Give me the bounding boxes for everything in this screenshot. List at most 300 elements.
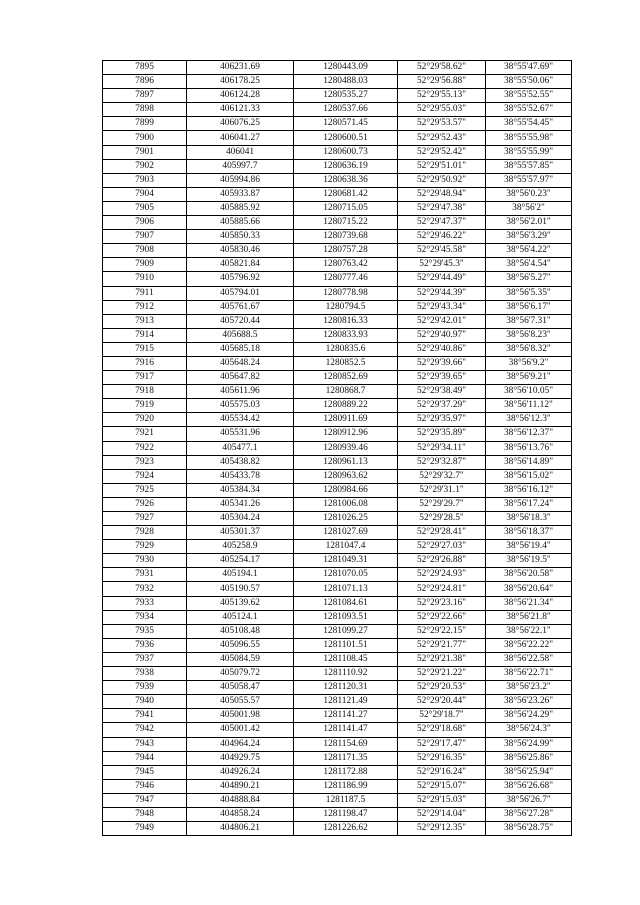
point-number-cell: 7902 (103, 159, 187, 173)
x-coordinate-cell: 405534.42 (187, 413, 294, 427)
point-number-cell: 7918 (103, 385, 187, 399)
table-row (103, 159, 572, 173)
longitude-cell: 38°56'10.05" (486, 385, 572, 399)
latitude-cell: 52°29'21.22" (398, 667, 486, 681)
x-coordinate-cell: 405433.78 (187, 469, 294, 483)
longitude-cell: 38°56'23.2" (486, 681, 572, 695)
latitude-cell: 52°29'23.16" (398, 596, 486, 610)
y-coordinate-cell: 1281141.27 (294, 709, 398, 723)
table-row (103, 286, 572, 300)
point-number-cell: 7912 (103, 300, 187, 314)
table-row (103, 512, 572, 526)
longitude-cell: 38°55'55.99" (486, 145, 572, 159)
longitude-cell: 38°56'9.2" (486, 356, 572, 370)
longitude-cell: 38°56'28.75" (486, 822, 572, 836)
y-coordinate-cell: 1281099.27 (294, 624, 398, 638)
y-coordinate-cell: 1280889.22 (294, 399, 398, 413)
x-coordinate-cell: 405194.1 (187, 568, 294, 582)
y-coordinate-cell: 1280763.42 (294, 258, 398, 272)
table-row (103, 187, 572, 201)
x-coordinate-cell: 405084.59 (187, 652, 294, 666)
latitude-cell: 52°29'14.04" (398, 807, 486, 821)
longitude-cell: 38°55'54.45" (486, 117, 572, 131)
latitude-cell: 52°29'29.7" (398, 497, 486, 511)
point-number-cell: 7909 (103, 258, 187, 272)
longitude-cell: 38°56'21.8" (486, 610, 572, 624)
latitude-cell: 52°29'18.68" (398, 723, 486, 737)
table-row (103, 638, 572, 652)
y-coordinate-cell: 1281084.61 (294, 596, 398, 610)
longitude-cell: 38°56'22.22" (486, 638, 572, 652)
latitude-cell: 52°29'15.07" (398, 779, 486, 793)
point-number-cell: 7927 (103, 512, 187, 526)
table-row (103, 540, 572, 554)
table-row (103, 173, 572, 187)
longitude-cell: 38°56'18.3" (486, 512, 572, 526)
latitude-cell: 52°29'26.88" (398, 554, 486, 568)
point-number-cell: 7923 (103, 455, 187, 469)
latitude-cell: 52°29'31.1" (398, 483, 486, 497)
longitude-cell: 38°56'8.23" (486, 328, 572, 342)
y-coordinate-cell: 1281093.51 (294, 610, 398, 624)
longitude-cell: 38°56'22.71" (486, 667, 572, 681)
point-number-cell: 7897 (103, 89, 187, 103)
latitude-cell: 52°29'55.13" (398, 89, 486, 103)
y-coordinate-cell: 1281070.05 (294, 568, 398, 582)
x-coordinate-cell: 405830.46 (187, 244, 294, 258)
x-coordinate-cell: 405850.33 (187, 230, 294, 244)
y-coordinate-cell: 1280778.98 (294, 286, 398, 300)
table-row (103, 526, 572, 540)
x-coordinate-cell: 405139.62 (187, 596, 294, 610)
y-coordinate-cell: 1280852.5 (294, 356, 398, 370)
longitude-cell: 38°56'27.28" (486, 807, 572, 821)
table-row (103, 131, 572, 145)
x-coordinate-cell: 404929.75 (187, 751, 294, 765)
point-number-cell: 7936 (103, 638, 187, 652)
latitude-cell: 52°29'40.97" (398, 328, 486, 342)
point-number-cell: 7917 (103, 371, 187, 385)
y-coordinate-cell: 1281186.99 (294, 779, 398, 793)
longitude-cell: 38°55'47.69" (486, 61, 572, 75)
y-coordinate-cell: 1281026.25 (294, 512, 398, 526)
longitude-cell: 38°56'26.68" (486, 779, 572, 793)
table-row (103, 399, 572, 413)
longitude-cell: 38°55'52.55" (486, 89, 572, 103)
latitude-cell: 52°29'24.81" (398, 582, 486, 596)
latitude-cell: 52°29'22.66" (398, 610, 486, 624)
longitude-cell: 38°56'8.32" (486, 342, 572, 356)
point-number-cell: 7939 (103, 681, 187, 695)
latitude-cell: 52°29'53.57" (398, 117, 486, 131)
table-row (103, 145, 572, 159)
y-coordinate-cell: 1280868.7 (294, 385, 398, 399)
point-number-cell: 7947 (103, 793, 187, 807)
point-number-cell: 7899 (103, 117, 187, 131)
point-number-cell: 7934 (103, 610, 187, 624)
x-coordinate-cell: 404806.21 (187, 822, 294, 836)
longitude-cell: 38°56'21.34" (486, 596, 572, 610)
table-row (103, 751, 572, 765)
y-coordinate-cell: 1281108.45 (294, 652, 398, 666)
y-coordinate-cell: 1280488.03 (294, 75, 398, 89)
x-coordinate-cell: 406041.27 (187, 131, 294, 145)
point-number-cell: 7946 (103, 779, 187, 793)
latitude-cell: 52°29'24.93" (398, 568, 486, 582)
latitude-cell: 52°29'42.01" (398, 314, 486, 328)
longitude-cell: 38°56'12.3" (486, 413, 572, 427)
latitude-cell: 52°29'39.65" (398, 371, 486, 385)
longitude-cell: 38°56'24.29" (486, 709, 572, 723)
longitude-cell: 38°56'25.86" (486, 751, 572, 765)
table-row (103, 385, 572, 399)
point-number-cell: 7926 (103, 497, 187, 511)
y-coordinate-cell: 1280794.5 (294, 300, 398, 314)
x-coordinate-cell: 405688.5 (187, 328, 294, 342)
y-coordinate-cell: 1280852.69 (294, 371, 398, 385)
table-row (103, 737, 572, 751)
table-row (103, 342, 572, 356)
x-coordinate-cell: 405611.96 (187, 385, 294, 399)
latitude-cell: 52°29'51.01" (398, 159, 486, 173)
y-coordinate-cell: 1281121.49 (294, 695, 398, 709)
point-number-cell: 7924 (103, 469, 187, 483)
x-coordinate-cell: 405341.26 (187, 497, 294, 511)
table-row (103, 497, 572, 511)
latitude-cell: 52°29'18.7" (398, 709, 486, 723)
x-coordinate-cell: 405304.24 (187, 512, 294, 526)
latitude-cell: 52°29'27.03" (398, 540, 486, 554)
latitude-cell: 52°29'45.58" (398, 244, 486, 258)
point-number-cell: 7935 (103, 624, 187, 638)
latitude-cell: 52°29'22.15" (398, 624, 486, 638)
table-row (103, 582, 572, 596)
point-number-cell: 7945 (103, 765, 187, 779)
table-row (103, 568, 572, 582)
latitude-cell: 52°29'32.7" (398, 469, 486, 483)
x-coordinate-cell: 404858.24 (187, 807, 294, 821)
longitude-cell: 38°56'14.89" (486, 455, 572, 469)
point-number-cell: 7928 (103, 526, 187, 540)
longitude-cell: 38°56'17.24" (486, 497, 572, 511)
point-number-cell: 7932 (103, 582, 187, 596)
x-coordinate-cell: 405055.57 (187, 695, 294, 709)
longitude-cell: 38°56'4.54" (486, 258, 572, 272)
coordinates-table-body (103, 61, 572, 836)
latitude-cell: 52°29'44.49" (398, 272, 486, 286)
y-coordinate-cell: 1280833.93 (294, 328, 398, 342)
table-row (103, 807, 572, 821)
point-number-cell: 7937 (103, 652, 187, 666)
point-number-cell: 7910 (103, 272, 187, 286)
table-row (103, 681, 572, 695)
longitude-cell: 38°56'4.22" (486, 244, 572, 258)
table-row (103, 61, 572, 75)
y-coordinate-cell: 1280739.68 (294, 230, 398, 244)
longitude-cell: 38°56'25.94" (486, 765, 572, 779)
latitude-cell: 52°29'48.94" (398, 187, 486, 201)
longitude-cell: 38°56'20.58" (486, 568, 572, 582)
x-coordinate-cell: 405384.34 (187, 483, 294, 497)
table-row (103, 624, 572, 638)
latitude-cell: 52°29'37.29" (398, 399, 486, 413)
table-row (103, 695, 572, 709)
y-coordinate-cell: 1281171.35 (294, 751, 398, 765)
point-number-cell: 7903 (103, 173, 187, 187)
x-coordinate-cell: 405720.44 (187, 314, 294, 328)
x-coordinate-cell: 406121.33 (187, 103, 294, 117)
table-row (103, 427, 572, 441)
longitude-cell: 38°56'13.76" (486, 441, 572, 455)
x-coordinate-cell: 406076.25 (187, 117, 294, 131)
latitude-cell: 52°29'52.42" (398, 145, 486, 159)
latitude-cell: 52°29'28.5" (398, 512, 486, 526)
y-coordinate-cell: 1280961.13 (294, 455, 398, 469)
table-row (103, 483, 572, 497)
longitude-cell: 38°56'16.12" (486, 483, 572, 497)
longitude-cell: 38°56'5.27" (486, 272, 572, 286)
y-coordinate-cell: 1280600.73 (294, 145, 398, 159)
longitude-cell: 38°55'57.85" (486, 159, 572, 173)
table-row (103, 469, 572, 483)
longitude-cell: 38°56'7.31" (486, 314, 572, 328)
table-row (103, 652, 572, 666)
y-coordinate-cell: 1280537.66 (294, 103, 398, 117)
point-number-cell: 7921 (103, 427, 187, 441)
longitude-cell: 38°56'6.17" (486, 300, 572, 314)
latitude-cell: 52°29'45.3" (398, 258, 486, 272)
longitude-cell: 38°56'22.58" (486, 652, 572, 666)
y-coordinate-cell: 1281172.88 (294, 765, 398, 779)
x-coordinate-cell: 405001.98 (187, 709, 294, 723)
y-coordinate-cell: 1281226.62 (294, 822, 398, 836)
x-coordinate-cell: 405190.57 (187, 582, 294, 596)
coordinates-table (102, 60, 572, 836)
y-coordinate-cell: 1280835.6 (294, 342, 398, 356)
table-row (103, 300, 572, 314)
y-coordinate-cell: 1281006.08 (294, 497, 398, 511)
y-coordinate-cell: 1280600.51 (294, 131, 398, 145)
x-coordinate-cell: 405796.92 (187, 272, 294, 286)
y-coordinate-cell: 1280939.46 (294, 441, 398, 455)
table-row (103, 89, 572, 103)
point-number-cell: 7929 (103, 540, 187, 554)
point-number-cell: 7901 (103, 145, 187, 159)
longitude-cell: 38°55'55.98" (486, 131, 572, 145)
point-number-cell: 7905 (103, 201, 187, 215)
x-coordinate-cell: 404888.84 (187, 793, 294, 807)
x-coordinate-cell: 405794.01 (187, 286, 294, 300)
y-coordinate-cell: 1281198.47 (294, 807, 398, 821)
table-row (103, 117, 572, 131)
x-coordinate-cell: 406041 (187, 145, 294, 159)
table-row (103, 258, 572, 272)
y-coordinate-cell: 1280715.05 (294, 201, 398, 215)
table-row (103, 314, 572, 328)
latitude-cell: 52°29'39.66" (398, 356, 486, 370)
point-number-cell: 7896 (103, 75, 187, 89)
point-number-cell: 7938 (103, 667, 187, 681)
table-row (103, 371, 572, 385)
x-coordinate-cell: 405301.37 (187, 526, 294, 540)
longitude-cell: 38°56'3.29" (486, 230, 572, 244)
point-number-cell: 7941 (103, 709, 187, 723)
longitude-cell: 38°56'20.64" (486, 582, 572, 596)
x-coordinate-cell: 404926.24 (187, 765, 294, 779)
y-coordinate-cell: 1281101.51 (294, 638, 398, 652)
x-coordinate-cell: 405001.42 (187, 723, 294, 737)
y-coordinate-cell: 1280911.69 (294, 413, 398, 427)
latitude-cell: 52°29'32.87" (398, 455, 486, 469)
table-row (103, 441, 572, 455)
x-coordinate-cell: 405575.03 (187, 399, 294, 413)
point-number-cell: 7916 (103, 356, 187, 370)
point-number-cell: 7908 (103, 244, 187, 258)
point-number-cell: 7925 (103, 483, 187, 497)
point-number-cell: 7906 (103, 216, 187, 230)
y-coordinate-cell: 1280912.96 (294, 427, 398, 441)
x-coordinate-cell: 405997.7 (187, 159, 294, 173)
longitude-cell: 38°56'2.01" (486, 216, 572, 230)
x-coordinate-cell: 405531.96 (187, 427, 294, 441)
table-row (103, 793, 572, 807)
x-coordinate-cell: 405058.47 (187, 681, 294, 695)
point-number-cell: 7913 (103, 314, 187, 328)
point-number-cell: 7898 (103, 103, 187, 117)
table-row (103, 244, 572, 258)
longitude-cell: 38°56'22.1" (486, 624, 572, 638)
latitude-cell: 52°29'55.03" (398, 103, 486, 117)
longitude-cell: 38°56'5.35" (486, 286, 572, 300)
x-coordinate-cell: 405096.55 (187, 638, 294, 652)
point-number-cell: 7942 (103, 723, 187, 737)
latitude-cell: 52°29'56.88" (398, 75, 486, 89)
y-coordinate-cell: 1280816.33 (294, 314, 398, 328)
table-row (103, 201, 572, 215)
y-coordinate-cell: 1280984.66 (294, 483, 398, 497)
x-coordinate-cell: 405108.48 (187, 624, 294, 638)
longitude-cell: 38°56'9.21" (486, 371, 572, 385)
point-number-cell: 7895 (103, 61, 187, 75)
x-coordinate-cell: 405254.17 (187, 554, 294, 568)
y-coordinate-cell: 1281110.92 (294, 667, 398, 681)
latitude-cell: 52°29'16.24" (398, 765, 486, 779)
y-coordinate-cell: 1281027.69 (294, 526, 398, 540)
y-coordinate-cell: 1280757.28 (294, 244, 398, 258)
x-coordinate-cell: 405761.67 (187, 300, 294, 314)
point-number-cell: 7930 (103, 554, 187, 568)
x-coordinate-cell: 405258.9 (187, 540, 294, 554)
latitude-cell: 52°29'34.11" (398, 441, 486, 455)
latitude-cell: 52°29'58.62" (398, 61, 486, 75)
x-coordinate-cell: 405885.66 (187, 216, 294, 230)
latitude-cell: 52°29'17.47" (398, 737, 486, 751)
table-row (103, 216, 572, 230)
y-coordinate-cell: 1280715.22 (294, 216, 398, 230)
point-number-cell: 7914 (103, 328, 187, 342)
longitude-cell: 38°56'24.3" (486, 723, 572, 737)
point-number-cell: 7900 (103, 131, 187, 145)
latitude-cell: 52°29'35.89" (398, 427, 486, 441)
x-coordinate-cell: 406178.25 (187, 75, 294, 89)
x-coordinate-cell: 405994.86 (187, 173, 294, 187)
x-coordinate-cell: 405933.87 (187, 187, 294, 201)
table-row (103, 667, 572, 681)
latitude-cell: 52°29'40.86" (398, 342, 486, 356)
y-coordinate-cell: 1281049.31 (294, 554, 398, 568)
x-coordinate-cell: 404964.24 (187, 737, 294, 751)
y-coordinate-cell: 1280443.09 (294, 61, 398, 75)
x-coordinate-cell: 406231.69 (187, 61, 294, 75)
longitude-cell: 38°56'18.37" (486, 526, 572, 540)
latitude-cell: 52°29'20.44" (398, 695, 486, 709)
table-row (103, 610, 572, 624)
latitude-cell: 52°29'35.97" (398, 413, 486, 427)
longitude-cell: 38°56'23.26" (486, 695, 572, 709)
y-coordinate-cell: 1281047.4 (294, 540, 398, 554)
x-coordinate-cell: 405124.1 (187, 610, 294, 624)
longitude-cell: 38°55'52.67" (486, 103, 572, 117)
latitude-cell: 52°29'12.35" (398, 822, 486, 836)
table-row (103, 103, 572, 117)
table-row (103, 822, 572, 836)
x-coordinate-cell: 405821.84 (187, 258, 294, 272)
latitude-cell: 52°29'50.92" (398, 173, 486, 187)
longitude-cell: 38°56'2" (486, 201, 572, 215)
x-coordinate-cell: 405438.82 (187, 455, 294, 469)
point-number-cell: 7948 (103, 807, 187, 821)
longitude-cell: 38°55'57.97" (486, 173, 572, 187)
table-row (103, 75, 572, 89)
x-coordinate-cell: 406124.28 (187, 89, 294, 103)
longitude-cell: 38°56'12.37" (486, 427, 572, 441)
x-coordinate-cell: 405648.24 (187, 356, 294, 370)
point-number-cell: 7940 (103, 695, 187, 709)
table-row (103, 328, 572, 342)
point-number-cell: 7911 (103, 286, 187, 300)
y-coordinate-cell: 1280777.46 (294, 272, 398, 286)
x-coordinate-cell: 405477.1 (187, 441, 294, 455)
latitude-cell: 52°29'47.37" (398, 216, 486, 230)
latitude-cell: 52°29'21.38" (398, 652, 486, 666)
table-row (103, 709, 572, 723)
table-row (103, 779, 572, 793)
y-coordinate-cell: 1280636.19 (294, 159, 398, 173)
latitude-cell: 52°29'44.39" (398, 286, 486, 300)
y-coordinate-cell: 1281154.69 (294, 737, 398, 751)
point-number-cell: 7907 (103, 230, 187, 244)
point-number-cell: 7944 (103, 751, 187, 765)
x-coordinate-cell: 405647.82 (187, 371, 294, 385)
point-number-cell: 7949 (103, 822, 187, 836)
longitude-cell: 38°56'26.7" (486, 793, 572, 807)
point-number-cell: 7919 (103, 399, 187, 413)
latitude-cell: 52°29'15.03" (398, 793, 486, 807)
longitude-cell: 38°56'0.23" (486, 187, 572, 201)
latitude-cell: 52°29'16.35" (398, 751, 486, 765)
table-row (103, 723, 572, 737)
x-coordinate-cell: 405079.72 (187, 667, 294, 681)
longitude-cell: 38°56'19.4" (486, 540, 572, 554)
x-coordinate-cell: 405885.92 (187, 201, 294, 215)
point-number-cell: 7920 (103, 413, 187, 427)
latitude-cell: 52°29'46.22" (398, 230, 486, 244)
point-number-cell: 7904 (103, 187, 187, 201)
longitude-cell: 38°56'11.12" (486, 399, 572, 413)
y-coordinate-cell: 1280638.36 (294, 173, 398, 187)
y-coordinate-cell: 1281187.5 (294, 793, 398, 807)
table-row (103, 455, 572, 469)
